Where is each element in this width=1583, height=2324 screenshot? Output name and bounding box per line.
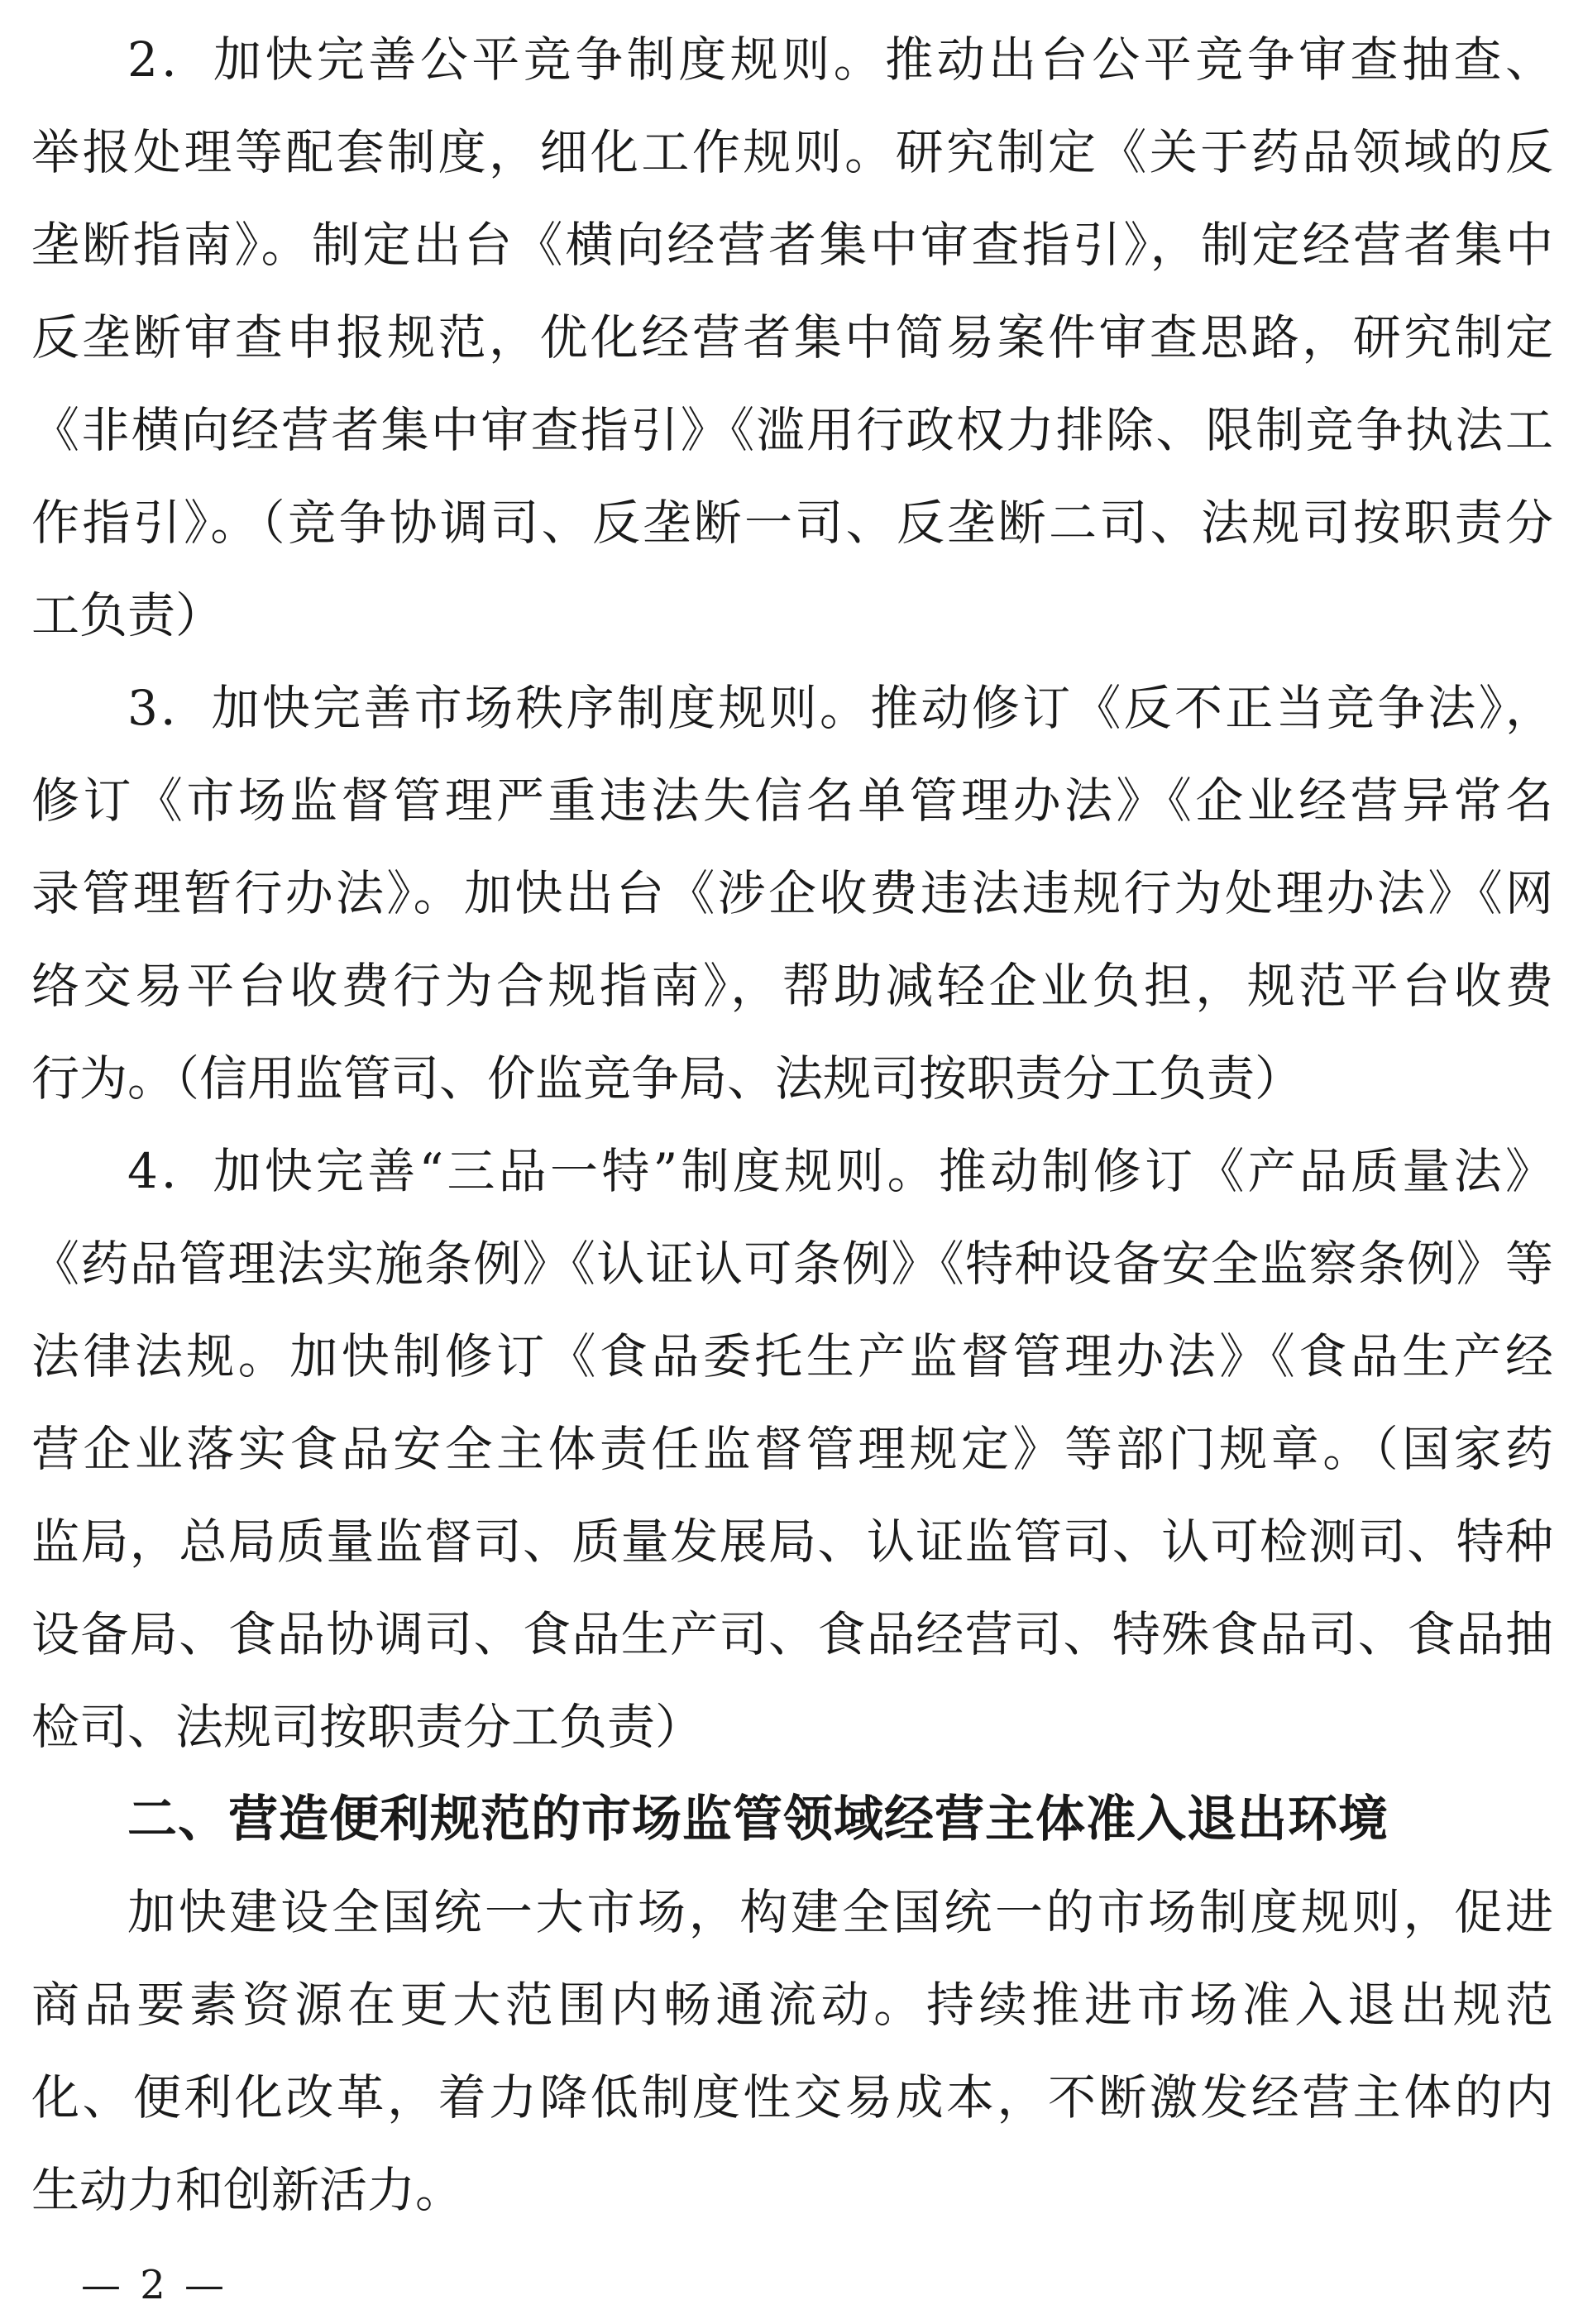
para-2-line-4: 反垄断审查申报规范，优化经营者集中简易案件审查思路，研究制定: [31, 309, 1553, 366]
para-3-line-4: 络交易平台收费行为合规指南》，帮助减轻企业负担，规范平台收费: [31, 958, 1553, 1014]
para-5-line-3: 化、便利化改革，着力降低制度性交易成本，不断激发经营主体的内: [31, 2069, 1553, 2126]
para-3-line-1: 3．加快完善市场秩序制度规则。推动修订《反不正当竞争法》，: [127, 680, 1553, 736]
para-2-line-6: 作指引》。（竞争协调司、反垄断一司、反垄断二司、法规司按职责分: [31, 495, 1553, 551]
para-2-line-2: 举报处理等配套制度，细化工作规则。研究制定《关于药品领域的反: [31, 124, 1553, 180]
page-number: — 2 —: [81, 2262, 228, 2308]
document-body: [31, 13, 1553, 2236]
para-4-line-5: 监局，总局质量监督司、质量发展局、认证监管司、认可检测司、特种: [31, 1513, 1553, 1570]
para-2-line-3: 垄断指南》。制定出台《横向经营者集中审查指引》，制定经营者集中: [31, 217, 1553, 273]
para-4-line-4: 营企业落实食品安全主体责任监督管理规定》等部门规章。（国家药: [31, 1421, 1553, 1477]
para-2-line-5: 《非横向经营者集中审查指引》《滥用行政权力排除、限制竞争执法工: [31, 402, 1553, 458]
para-5-line-1: 加快建设全国统一大市场，构建全国统一的市场制度规则，促进: [127, 1884, 1553, 1940]
para-4-line-1: 4．加快完善“三品一特”制度规则。推动制修订《产品质量法》: [127, 1143, 1553, 1199]
para-4-line-2: 《药品管理法实施条例》《认证认可条例》《特种设备安全监察条例》等: [31, 1236, 1553, 1292]
para-2-line-1: 2．加快完善公平竞争制度规则。推动出台公平竞争审查抽查、: [127, 31, 1553, 88]
para-4-line-6: 设备局、食品协调司、食品生产司、食品经营司、特殊食品司、食品抽: [31, 1606, 1553, 1662]
para-2-line-7: 工负责）: [31, 587, 224, 643]
para-5-line-4: 生动力和创新活力。: [31, 2162, 464, 2218]
para-3-line-2: 修订《市场监督管理严重违法失信名单管理办法》《企业经营异常名: [31, 772, 1553, 829]
para-3-line-3: 录管理暂行办法》。加快出台《涉企收费违法违规行为处理办法》《网: [31, 865, 1553, 921]
para-5-line-2: 商品要素资源在更大范围内畅通流动。持续推进市场准入退出规范: [31, 1977, 1553, 2033]
para-4-line-7: 检司、法规司按职责分工负责）: [31, 1699, 704, 1755]
para-4-line-3: 法律法规。加快制修订《食品委托生产监督管理办法》《食品生产经: [31, 1328, 1553, 1384]
section-heading: 二、营造便利规范的市场监管领域经营主体准入退出环境: [127, 1791, 1389, 1848]
para-3-line-5: 行为。（信用监管司、价监竞争局、法规司按职责分工负责）: [31, 1050, 1303, 1107]
